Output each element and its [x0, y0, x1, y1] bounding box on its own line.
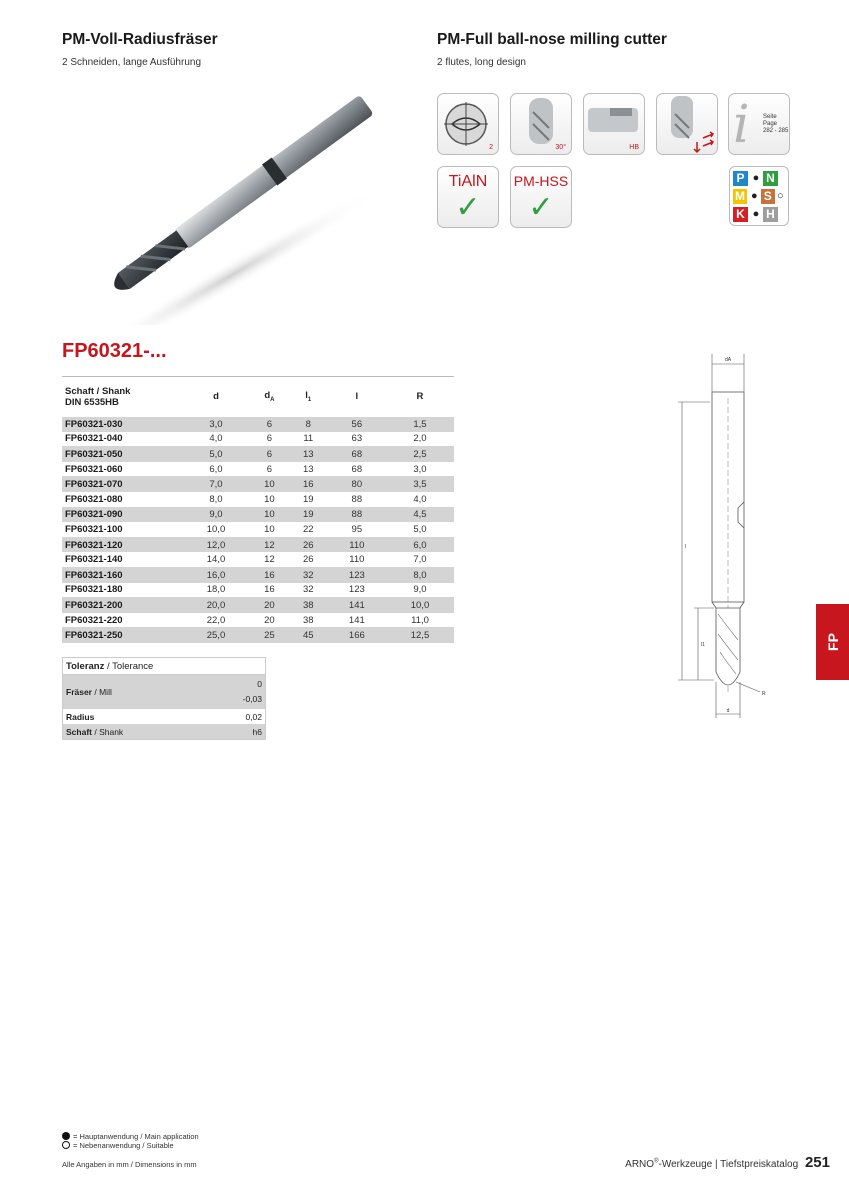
- legend-suitable: [62, 1141, 174, 1150]
- section-tab-label: FP: [824, 633, 841, 651]
- cell-r: 6,0: [386, 537, 454, 552]
- legend-main-text: = Hauptanwendung / Main application: [73, 1132, 199, 1141]
- cutting-direction-icon: [656, 93, 718, 155]
- material-row-1: [733, 170, 785, 187]
- cell-da: 10: [250, 522, 289, 537]
- cell-l1: 38: [289, 598, 328, 613]
- table-row: [62, 447, 454, 462]
- cell-code: FP60321-040: [62, 432, 182, 447]
- cell-l: 110: [328, 537, 386, 552]
- tolerance-row-mill: [63, 675, 265, 709]
- cell-code: FP60321-200: [62, 598, 182, 613]
- cell-code: FP60321-080: [62, 492, 182, 507]
- cell-r: 9,0: [386, 583, 454, 598]
- cell-d: 7,0: [182, 477, 250, 492]
- cell-d: 20,0: [182, 598, 250, 613]
- material-icon: [510, 166, 572, 228]
- cell-d: 14,0: [182, 552, 250, 567]
- cell-l: 63: [328, 432, 386, 447]
- tolerance-mill-upper: 0: [257, 679, 262, 689]
- material-M: M: [734, 189, 745, 203]
- cell-r: 7,0: [386, 552, 454, 567]
- cell-da: 12: [250, 537, 289, 552]
- cell-r: 10,0: [386, 598, 454, 613]
- cell-da: 20: [250, 598, 289, 613]
- cell-l: 68: [328, 462, 386, 477]
- cell-l1: 38: [289, 613, 328, 628]
- product-code: FP60321-...: [62, 340, 167, 362]
- col-shank-line2: DIN 6535HB: [65, 396, 119, 408]
- cell-code: FP60321-090: [62, 507, 182, 522]
- col-l: l: [328, 377, 386, 417]
- cell-r: 1,5: [386, 417, 454, 432]
- cell-l: 141: [328, 613, 386, 628]
- cell-r: 5,0: [386, 522, 454, 537]
- shank-label: HB: [629, 144, 639, 151]
- material-row-3: [733, 206, 785, 223]
- cell-l: 95: [328, 522, 386, 537]
- cell-l: 123: [328, 567, 386, 582]
- cell-da: 6: [250, 432, 289, 447]
- table-row: [62, 507, 454, 522]
- cell-code: FP60321-100: [62, 522, 182, 537]
- col-r: R: [386, 377, 454, 417]
- cell-d: 8,0: [182, 492, 250, 507]
- cell-code: FP60321-140: [62, 552, 182, 567]
- cell-code: FP60321-050: [62, 447, 182, 462]
- coating-label: TiAlN: [448, 173, 488, 190]
- tolerance-mill-label: [66, 687, 112, 697]
- table-row: [62, 567, 454, 582]
- cell-da: 25: [250, 628, 289, 643]
- flutes-label: 2: [489, 144, 493, 151]
- cell-l1: 32: [289, 583, 328, 598]
- material-S: S: [761, 189, 775, 204]
- table-row: [62, 462, 454, 477]
- material-check-icon: ✓: [528, 191, 554, 224]
- material-P: P: [733, 171, 748, 186]
- cell-l1: 19: [289, 492, 328, 507]
- cell-d: 18,0: [182, 583, 250, 598]
- cell-l: 166: [328, 628, 386, 643]
- cell-l1: 19: [289, 507, 328, 522]
- cell-l1: 11: [289, 432, 328, 447]
- cell-r: 3,5: [386, 477, 454, 492]
- cell-l: 141: [328, 598, 386, 613]
- cell-code: FP60321-180: [62, 583, 182, 598]
- cell-da: 20: [250, 613, 289, 628]
- tolerance-header: [63, 658, 265, 675]
- tolerance-shank-de: Schaft: [66, 726, 92, 737]
- tolerance-mill-de: Fräser: [66, 687, 92, 697]
- tolerance-shank-en: / Shank: [94, 726, 124, 737]
- material-P-dot: ●: [752, 172, 760, 184]
- table-row: [62, 432, 454, 447]
- catalog-reg: ®: [654, 1158, 659, 1165]
- cell-d: 4,0: [182, 432, 250, 447]
- cell-d: 3,0: [182, 417, 250, 432]
- cell-r: 4,0: [386, 492, 454, 507]
- col-da-sub: A: [270, 397, 275, 404]
- material-label: PM-HSS: [513, 173, 569, 189]
- dimension-table: [62, 376, 454, 643]
- table-row: [62, 417, 454, 432]
- cell-l: 123: [328, 583, 386, 598]
- tolerance-radius-label: Radius: [66, 711, 95, 722]
- cell-code: FP60321-060: [62, 462, 182, 477]
- material-S-dot: ○: [777, 190, 784, 202]
- catalog-footer: [625, 1154, 830, 1171]
- helix-label: 30°: [555, 144, 566, 151]
- material-grid: [729, 166, 789, 226]
- seite-pages: 282 - 285: [763, 128, 789, 134]
- cell-da: 6: [250, 462, 289, 477]
- cell-code: FP60321-220: [62, 613, 182, 628]
- tolerance-shank-label: [66, 727, 123, 737]
- cell-da: 10: [250, 507, 289, 522]
- col-l1: [289, 377, 328, 417]
- material-H: H: [763, 207, 778, 222]
- cell-l1: 26: [289, 552, 328, 567]
- coating-check-icon: ✓: [455, 191, 481, 224]
- cell-d: 6,0: [182, 462, 250, 477]
- coating-icon: [437, 166, 499, 228]
- table-body: [62, 417, 454, 643]
- legend-main: [62, 1132, 199, 1141]
- page-number: 251: [804, 1154, 830, 1171]
- cell-r: 12,5: [386, 628, 454, 643]
- cell-l1: 45: [289, 628, 328, 643]
- col-da: [250, 377, 289, 417]
- tolerance-radius-value: 0,02: [245, 711, 262, 722]
- tolerance-shank-value: h6: [252, 726, 262, 737]
- col-l1-main: l: [305, 390, 308, 402]
- cell-l: 80: [328, 477, 386, 492]
- catalog-brand: ARNO: [625, 1159, 655, 1170]
- tolerance-mill-values: [243, 677, 262, 707]
- cell-da: 16: [250, 567, 289, 582]
- cell-r: 3,0: [386, 462, 454, 477]
- dimensions-note: Alle Angaben in mm / Dimensions in mm: [62, 1160, 197, 1169]
- col-l1-sub: 1: [307, 397, 312, 404]
- material-K: K: [733, 207, 748, 222]
- table-row: [62, 522, 454, 537]
- cell-da: 12: [250, 552, 289, 567]
- cell-l1: 22: [289, 522, 328, 537]
- drawing-d-label: d: [726, 708, 730, 714]
- cell-code: FP60321-250: [62, 628, 182, 643]
- catalog-rest: -Werkzeuge | Tiefstpreiskatalog: [658, 1159, 799, 1170]
- cell-d: 25,0: [182, 628, 250, 643]
- cell-code: FP60321-030: [62, 417, 182, 432]
- cell-d: 9,0: [182, 507, 250, 522]
- cell-l: 56: [328, 417, 386, 432]
- drawing-l1-label: l1: [701, 642, 705, 648]
- technical-drawing: [668, 352, 778, 727]
- cell-d: 10,0: [182, 522, 250, 537]
- cell-r: 4,5: [386, 507, 454, 522]
- info-glyph: i: [733, 95, 750, 155]
- cell-code: FP60321-120: [62, 537, 182, 552]
- table-row: [62, 492, 454, 507]
- flutes-icon: [437, 93, 499, 155]
- subtitle-en: 2 flutes, long design: [437, 57, 526, 68]
- col-shank: [62, 377, 182, 417]
- cell-d: 16,0: [182, 567, 250, 582]
- info-icon: [728, 93, 790, 155]
- legend-suitable-text: = Nebenanwendung / Suitable: [73, 1141, 174, 1150]
- filled-circle-icon: [62, 1132, 70, 1140]
- cell-d: 5,0: [182, 447, 250, 462]
- material-M-dot: ●: [751, 190, 758, 202]
- cell-l: 88: [328, 507, 386, 522]
- table-row: [62, 613, 454, 628]
- drawing-r-label: R: [762, 691, 766, 697]
- open-circle-icon: [62, 1141, 70, 1149]
- cell-r: 11,0: [386, 613, 454, 628]
- cell-l: 88: [328, 492, 386, 507]
- cell-r: 2,0: [386, 432, 454, 447]
- page-reference: [763, 114, 789, 135]
- tolerance-head-en: / Tolerance: [107, 661, 154, 672]
- cell-l1: 8: [289, 417, 328, 432]
- material-row-2: [733, 188, 785, 205]
- cell-da: 6: [250, 417, 289, 432]
- cell-l1: 32: [289, 567, 328, 582]
- cell-l: 68: [328, 447, 386, 462]
- cell-l1: 26: [289, 537, 328, 552]
- material-N: N: [763, 171, 778, 186]
- cell-r: 8,0: [386, 567, 454, 582]
- cell-d: 22,0: [182, 613, 250, 628]
- cell-code: FP60321-070: [62, 477, 182, 492]
- table-row: [62, 628, 454, 643]
- shank-icon: [583, 93, 645, 155]
- tolerance-row-shank: [63, 724, 265, 739]
- cell-l1: 16: [289, 477, 328, 492]
- col-da-main: d: [264, 390, 271, 402]
- cell-l: 110: [328, 552, 386, 567]
- col-shank-line1: Schaft / Shank: [65, 385, 131, 397]
- drawing-da-label: dA: [724, 357, 732, 363]
- col-d: d: [182, 377, 250, 417]
- cell-code: FP60321-160: [62, 567, 182, 582]
- tolerance-row-radius: [63, 709, 265, 724]
- drawing-l-label: l: [685, 544, 687, 550]
- table-row: [62, 537, 454, 552]
- material-K-dot: ●: [752, 208, 760, 220]
- table-row: [62, 477, 454, 492]
- tolerance-head-de: Toleranz: [66, 661, 105, 672]
- tolerance-table: [62, 657, 266, 740]
- table-row: [62, 552, 454, 567]
- cell-da: 16: [250, 583, 289, 598]
- cell-l1: 13: [289, 462, 328, 477]
- cell-da: 10: [250, 477, 289, 492]
- helix-angle-icon: [510, 93, 572, 155]
- cell-r: 2,5: [386, 447, 454, 462]
- title-de: PM-Voll-Radiusfräser: [62, 31, 218, 48]
- cell-da: 10: [250, 492, 289, 507]
- tolerance-mill-en: / Mill: [94, 687, 112, 697]
- cell-da: 6: [250, 447, 289, 462]
- table-header: [62, 377, 454, 417]
- cell-l1: 13: [289, 447, 328, 462]
- cell-d: 12,0: [182, 537, 250, 552]
- tolerance-mill-lower: -0,03: [242, 694, 262, 704]
- seite-label: Seite Page: [763, 114, 778, 127]
- subtitle-de: 2 Schneiden, lange Ausführung: [62, 57, 201, 68]
- title-en: PM-Full ball-nose milling cutter: [437, 31, 667, 48]
- section-tab[interactable]: [816, 604, 849, 680]
- table-row: [62, 583, 454, 598]
- milling-cutter-image: [62, 85, 422, 325]
- table-row: [62, 598, 454, 613]
